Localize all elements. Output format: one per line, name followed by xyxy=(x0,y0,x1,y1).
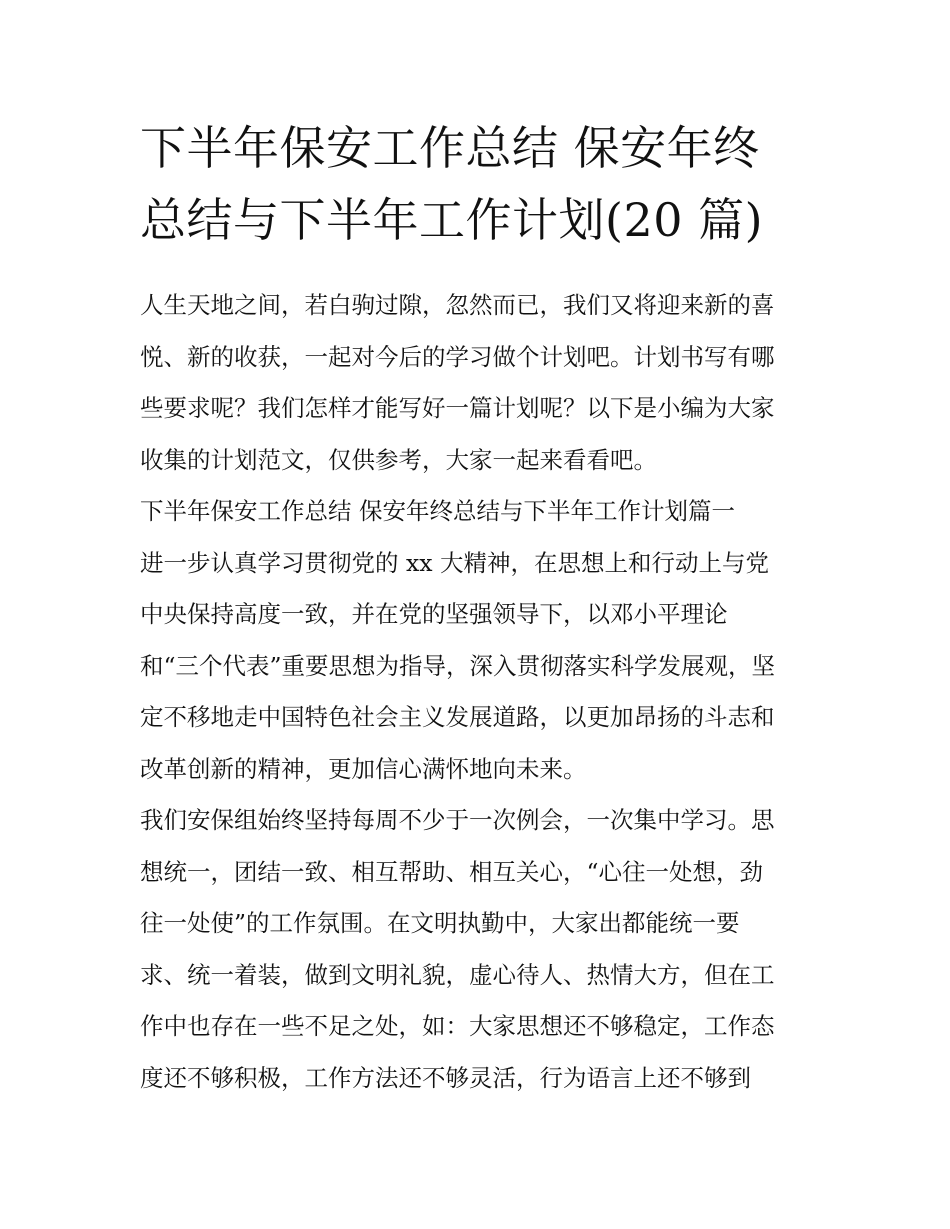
body-line: 收集的计划范文，仅供参考，大家一起来看看吧。 xyxy=(140,445,657,474)
body-line: 求、统一着装，做到文明礼貌，虚心待人、热情大方，但在工 xyxy=(140,960,775,989)
body-line: 我们安保组始终坚持每周不少于一次例会，一次集中学习。思 xyxy=(140,806,775,834)
body-line: 作中也存在一些不足之处，如：大家思想还不够稳定，工作态 xyxy=(140,1012,775,1040)
body-line: 悦、新的收获，一起对今后的学习做个计划吧。计划书写有哪 xyxy=(140,342,775,371)
body-line: 中央保持高度一致，并在党的坚强领导下，以邓小平理论 xyxy=(140,600,728,628)
body-line: 度还不够积极，工作方法还不够灵活，行为语言上还不够到 xyxy=(140,1063,751,1092)
section-heading: 下半年保安工作总结 保安年终总结与下半年工作计划篇一 xyxy=(140,497,735,525)
body-line: 和“三个代表”重要思想为指导，深入贯彻落实科学发展观，坚 xyxy=(140,651,776,680)
document-body xyxy=(140,280,830,1104)
body-line: 定不移地走中国特色社会主义发展道路，以更加昂扬的斗志和 xyxy=(140,703,775,731)
title-line: 下半年保安工作总结 保安年终 xyxy=(140,121,760,175)
body-line: 些要求呢？我们怎样才能写好一篇计划呢？以下是小编为大家 xyxy=(140,394,775,422)
body-line: 改革创新的精神，更加信心满怀地向未来。 xyxy=(140,754,587,783)
body-line: 往一处使”的工作氛围。在文明执勤中，大家出都能统一要 xyxy=(140,909,740,937)
body-line: 人生天地之间，若白驹过隙，忽然而已，我们又将迎来新的喜 xyxy=(140,291,775,319)
body-line: 想统一，团结一致、相互帮助、相互关心，“心往一处想，劲 xyxy=(140,857,764,886)
document-title xyxy=(140,112,820,256)
title-line: 总结与下半年工作计划(20 篇) xyxy=(140,193,764,247)
body-line: 进一步认真学习贯彻党的 xx 大精神，在思想上和行动上与党 xyxy=(140,548,769,577)
